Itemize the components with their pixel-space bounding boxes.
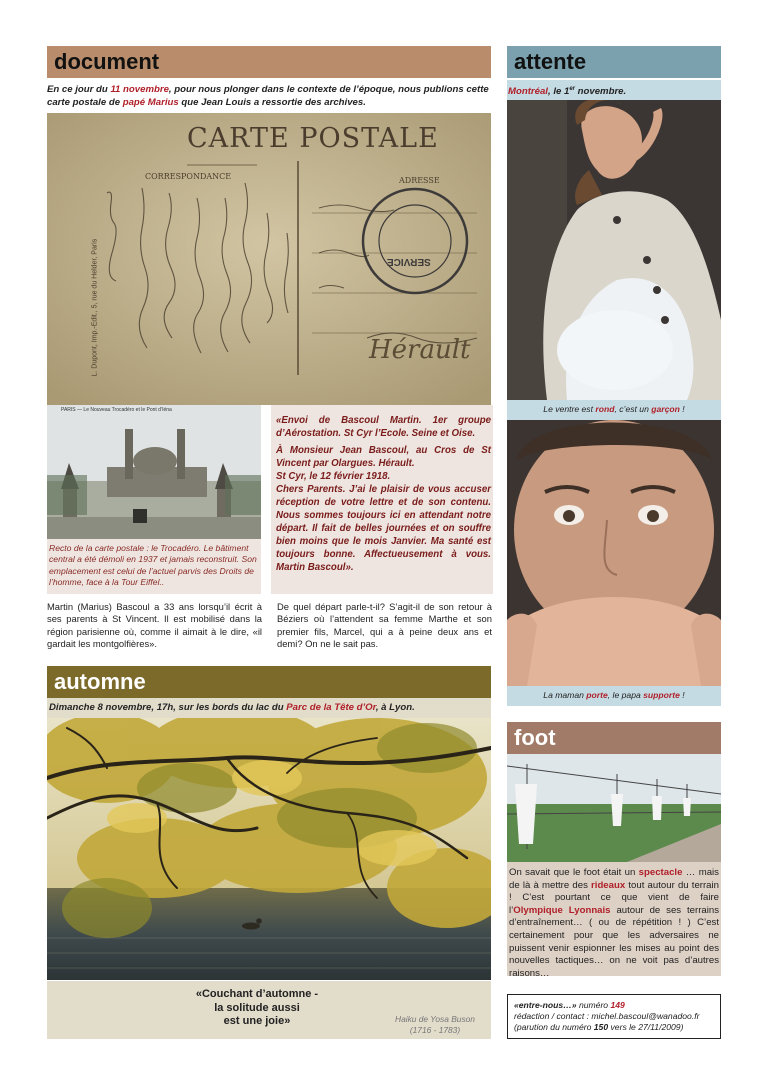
trocadero-caption: Recto de la carte postale : le Trocadéro. Le bâtiment central a été démoli en 1937 et jamais reconstruit. Son emplacement est celui de l’actuel parvis des Droits de l’homme, face à la Tour Eiffel.. — [49, 543, 257, 588]
attente-header — [507, 46, 721, 78]
attente-subtitle: Montréal, le 1er novembre. — [507, 80, 721, 100]
letter-address: À Monsieur Jean Bascoul, au Cros de St Vincent par Olargues. Hérault. — [276, 445, 491, 469]
training-ground-photo — [507, 754, 721, 862]
foot-text: On savait que le foot était un spectacle … mais de là à mettre des rideaux tout autour du terrain ! C’est pourtant ce que vient de faire l’Olympique Lyonnais autour de ses terrains d’entraînement… ( ou de répétition ! ) C’est certainement pour que les adversaires ne puissent venir espionner les mises au point des nouvelles tactiques… on ne voit pas d’autres raisons… — [509, 867, 719, 979]
document-title: document — [54, 49, 160, 74]
postcard-image — [47, 113, 491, 405]
automne-title: automne — [54, 669, 146, 694]
postcard-stamp-text: SERVICE — [387, 256, 431, 267]
attente-place: Montréal — [508, 86, 548, 98]
postcard-place: Hérault — [369, 335, 471, 365]
foot-text-box — [507, 862, 721, 979]
intro-date: 11 novembre — [110, 84, 169, 95]
letter-date: St Cyr, le 12 février 1918. — [276, 471, 391, 482]
foot-title: foot — [514, 725, 556, 750]
document-intro: En ce jour du 11 novembre, pour nous plonger dans le contexte de l’époque, nous publions cette carte postale de papé Marius que Jean Louis a ressortie des archives. — [47, 84, 489, 108]
attente-title: attente — [514, 49, 587, 74]
haiku-author: Haiku de Yosa Buson (1716 - 1783) — [395, 1014, 475, 1035]
attente-caption-2-box: La maman porte, le papa supporte ! — [507, 686, 721, 706]
contact-line: rédaction / contact : michel.bascoul@wanadoo.fr — [514, 1011, 700, 1021]
automne-subtitle: Dimanche 8 novembre, 17h, sur les bords du lac du Parc de la Tête d’Or, à Lyon. — [47, 698, 491, 718]
man-belly-photo — [507, 420, 721, 686]
newsletter-info-box — [507, 994, 721, 1039]
automne-place: Parc de la Tête d’Or — [286, 702, 376, 713]
letter-box — [271, 405, 493, 594]
trocadero-photo — [47, 405, 261, 539]
trocadero-label: PARIS — Le Nouveau Trocadéro et le Pont d’Iéna — [61, 407, 172, 413]
document-col2: De quel départ parle-t-il? S’agit-il de son retour à Béziers où l’attendent sa femme Marthe et son premier fils, Marcel, qui a à peine deux ans et demi? On ne le sait pas. — [277, 601, 492, 650]
postcard-correspondance: CORRESPONDANCE — [145, 172, 232, 181]
letter-sender: «Envoi de Bascoul Martin. 1er groupe d’Aérostation. St Cyr l’Ecole. Seine et Oise. — [276, 415, 491, 439]
issue-line: «entre-nous…» numéro 149 — [514, 1000, 625, 1010]
next-issue-line: (parution du numéro 150 vers le 27/11/2009) — [514, 1022, 684, 1032]
postcard-adresse: ADRESSE — [399, 176, 440, 185]
document-col1: Martin (Marius) Bascoul a 33 ans lorsqu’il écrit à ses parents à St Vincent. Il est mobilisé dans la région parisienne où, comme il aimait à le dire, «il gardait les montgolfières». — [47, 601, 262, 650]
haiku-text: «Couchant d’automne - la solitude aussi est une joie» — [195, 988, 319, 1027]
letter-body: Chers Parents. J’ai le plaisir de vous accuser réception de votre lettre et de son contenu. Nous sommes toujours ici en attendant notre départ. Il fait de belles journées et on souffre bien moins que le mois Janvier. Ma santé est toujours bonne. Affectueusement à vous. Martin Bascoul». — [276, 484, 491, 573]
foot-header — [507, 722, 721, 754]
autumn-lake-photo — [47, 718, 491, 980]
document-header — [47, 46, 491, 78]
automne-header — [47, 666, 491, 698]
intro-name: papé Marius — [122, 97, 179, 108]
postcard-heading: CARTE POSTALE — [187, 123, 439, 154]
trocadero-caption-box — [47, 539, 261, 594]
postcard-printer: L. Dupont, Imp.-Edit., 5, rue du Helder, Paris — [91, 238, 99, 377]
pregnant-woman-photo — [507, 100, 721, 400]
attente-caption-1-box: Le ventre est rond, c’est un garçon ! — [507, 400, 721, 420]
haiku-box — [47, 981, 491, 1039]
